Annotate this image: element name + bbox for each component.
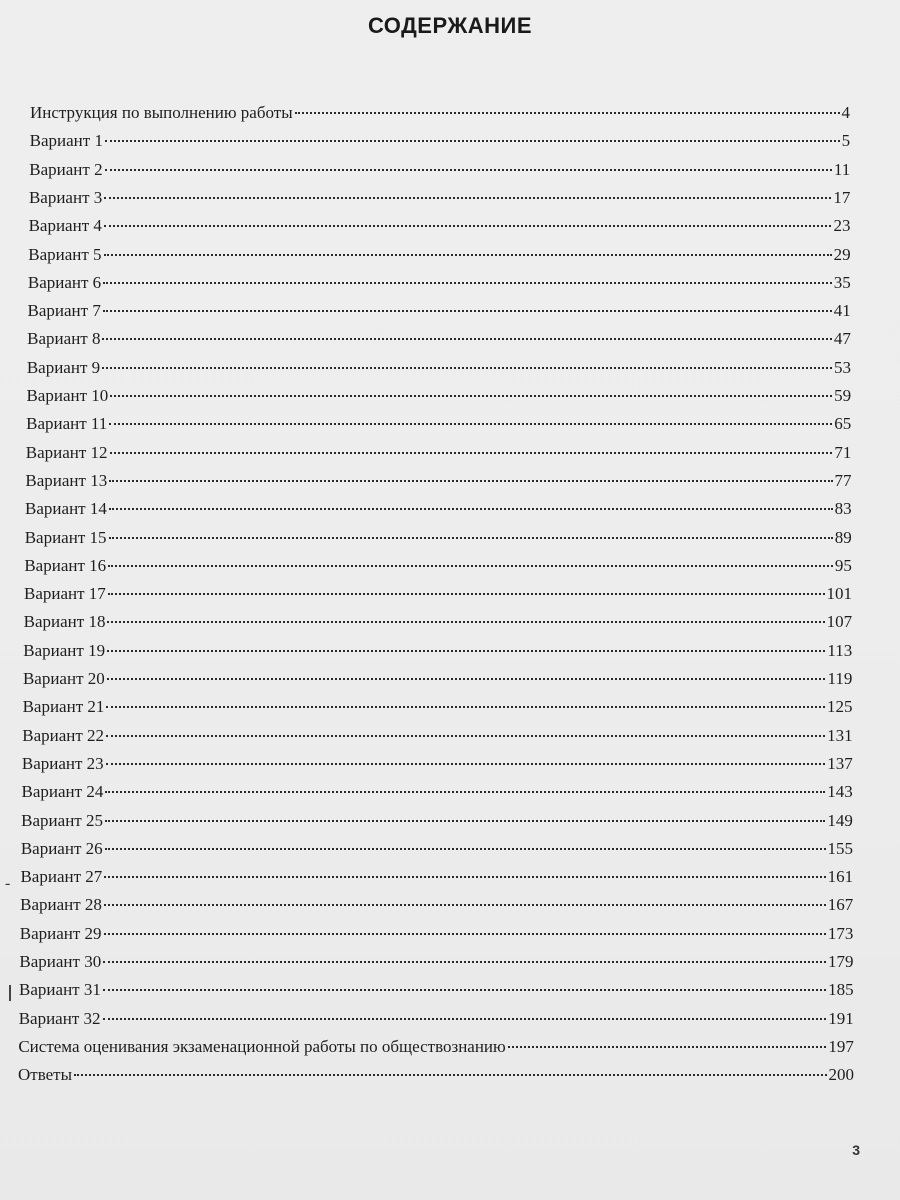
toc-entry	[20, 892, 853, 918]
toc-entry-label: Вариант 26	[20, 838, 103, 858]
dot-leader	[110, 394, 832, 397]
toc-entry-page: 191	[828, 1008, 854, 1028]
toc-entry	[20, 864, 853, 890]
toc-entry	[21, 836, 853, 862]
toc-entry-label: Вариант 27	[20, 867, 103, 887]
dot-leader	[110, 451, 833, 454]
dot-leader	[109, 507, 833, 510]
toc-entry-label: Ответы	[18, 1065, 73, 1085]
toc-entry	[22, 723, 852, 749]
toc-entry-label: Вариант 5	[28, 244, 102, 264]
toc-entry	[26, 411, 851, 437]
toc-entry-label: Вариант 17	[24, 584, 106, 604]
toc-entry-label: Инструкция по выполнению работы	[30, 103, 293, 122]
dot-leader	[107, 620, 824, 623]
toc-entry	[29, 157, 850, 183]
toc-entry	[27, 326, 851, 352]
toc-entry-page: 35	[833, 272, 851, 292]
toc-entry	[25, 496, 852, 522]
toc-entry-label: Вариант 2	[29, 159, 103, 179]
toc-entry-page: 131	[827, 725, 853, 745]
toc-entry-label: Вариант 18	[23, 612, 106, 632]
toc-entry-label: Вариант 8	[27, 329, 101, 349]
toc-entry-page: 173	[827, 923, 854, 943]
dot-leader	[103, 988, 826, 991]
toc-entry-page: 137	[827, 753, 853, 773]
toc-entry-label: Вариант 23	[21, 753, 104, 773]
toc-entry	[30, 100, 850, 126]
toc-entry-label: Вариант 14	[25, 499, 107, 519]
toc-entry-label: Вариант 9	[26, 357, 101, 377]
toc-entry-label: Вариант 3	[28, 187, 103, 207]
toc-entry	[29, 213, 851, 239]
toc-entry-label: Вариант 21	[22, 697, 105, 717]
toc-entry	[19, 1006, 854, 1032]
toc-entry	[27, 355, 851, 381]
toc-entry	[29, 185, 850, 211]
toc-entry-page: 41	[833, 301, 851, 321]
dot-leader	[105, 139, 840, 142]
dot-leader	[103, 960, 826, 963]
toc-entry-label: Вариант 32	[18, 1008, 101, 1028]
dot-leader	[104, 253, 832, 256]
dot-leader	[508, 1045, 827, 1048]
toc-entry-label: Вариант 30	[19, 952, 102, 971]
toc-entry-label: Вариант 19	[23, 640, 106, 660]
toc-entry	[26, 440, 852, 466]
dot-leader	[105, 790, 825, 793]
toc-entry-page: 197	[828, 1036, 854, 1056]
toc-entry	[26, 383, 851, 409]
dot-leader	[106, 705, 825, 708]
toc-entry	[23, 638, 852, 664]
toc-entry-page: 17	[833, 187, 851, 207]
margin-mark: -	[5, 875, 11, 892]
toc-entry-page: 143	[827, 782, 853, 802]
toc-entry-page: 125	[826, 697, 853, 717]
toc-entry	[18, 1062, 854, 1088]
toc-entry	[18, 1034, 854, 1060]
dot-leader	[103, 309, 832, 312]
toc-entry-page: 11	[833, 159, 851, 179]
dot-leader	[104, 932, 826, 935]
toc-entry-page: 47	[833, 329, 851, 349]
toc-entry-page: 95	[834, 555, 852, 575]
dot-leader	[109, 479, 832, 482]
toc-entry-page: 161	[827, 867, 854, 887]
toc-entry-page: 113	[827, 640, 853, 660]
dot-leader	[107, 677, 826, 680]
toc-entry-page: 101	[826, 584, 852, 604]
dot-leader	[108, 564, 833, 567]
toc-entry-label: Вариант 13	[25, 470, 108, 490]
toc-entry	[24, 609, 852, 635]
dot-leader	[74, 1073, 826, 1076]
toc-entry-label: Вариант 25	[21, 810, 103, 830]
toc-entry	[21, 808, 853, 834]
toc-entry	[28, 270, 851, 296]
toc-entry-label: Вариант 12	[25, 442, 108, 462]
toc-entry-page: 200	[828, 1065, 854, 1085]
toc-entry-label: Вариант 10	[26, 386, 109, 405]
toc-entry	[30, 128, 850, 154]
toc-entry-label: Вариант 4	[28, 216, 102, 236]
toc-entry-page: 119	[827, 669, 853, 688]
toc-entry-page: 89	[834, 527, 852, 547]
toc-entry	[19, 977, 854, 1003]
dot-leader	[104, 196, 831, 199]
toc-entry-label: Вариант 28	[20, 895, 102, 915]
toc-entry-page: 23	[833, 216, 851, 236]
toc-entry	[24, 553, 852, 579]
dot-leader	[105, 168, 832, 171]
toc-entry-label: Вариант 1	[29, 131, 103, 151]
dot-leader	[103, 1017, 827, 1020]
dot-leader	[108, 592, 825, 595]
toc-entry-page: 155	[827, 838, 854, 858]
toc-entry	[22, 751, 853, 777]
toc-entry-label: Вариант 6	[27, 272, 102, 292]
toc-entry-page: 77	[834, 470, 852, 490]
toc-entry-page: 5	[841, 131, 851, 151]
dot-leader	[109, 422, 832, 425]
dot-leader	[107, 649, 825, 652]
toc-entry	[23, 694, 853, 720]
toc-entry-page: 4	[841, 103, 850, 122]
dot-leader	[105, 847, 826, 850]
toc-entry-page: 185	[828, 980, 854, 1000]
toc-entry	[24, 581, 852, 607]
toc-entry-page: 59	[834, 386, 852, 405]
dot-leader	[102, 366, 832, 369]
dot-leader	[104, 903, 826, 906]
toc-entry-label: Вариант 15	[24, 527, 107, 547]
dot-leader	[295, 111, 840, 114]
dot-leader	[104, 224, 832, 227]
page-number: 3	[852, 1142, 860, 1158]
toc-entry-label: Вариант 29	[19, 923, 102, 943]
dot-leader	[106, 734, 825, 737]
toc-entry-label: Вариант 31	[19, 980, 101, 1000]
toc-entry-page: 149	[827, 810, 853, 830]
toc-entry-page: 71	[834, 442, 852, 462]
toc-entry-label: Вариант 24	[21, 782, 104, 802]
toc-entry-page: 107	[826, 612, 853, 632]
margin-bar	[9, 985, 11, 1001]
toc-entry-label: Вариант 22	[22, 725, 105, 745]
toc-entry-label: Система оценивания экзаменационной работы по обществознанию	[18, 1036, 506, 1056]
dot-leader	[103, 281, 832, 284]
toc-entry-page: 167	[827, 895, 854, 915]
toc-entry-label: Вариант 7	[27, 301, 101, 321]
toc-entry	[19, 949, 853, 975]
toc-entry	[22, 779, 853, 805]
page-title: СОДЕРЖАНИЕ	[367, 13, 533, 38]
toc-entry-page: 83	[834, 499, 852, 519]
toc-entry-label: Вариант 11	[26, 414, 108, 434]
toc-entry	[25, 525, 852, 551]
toc-entry-label: Вариант 20	[22, 669, 105, 688]
toc-entry	[28, 242, 850, 268]
toc-entry-page: 29	[833, 244, 851, 264]
toc-entry-label: Вариант 16	[24, 555, 107, 575]
toc-entry-page: 179	[828, 952, 854, 971]
dot-leader	[109, 536, 833, 539]
toc-entry-page: 65	[834, 414, 852, 434]
dot-leader	[104, 875, 825, 878]
toc-entry	[25, 468, 851, 494]
toc-entry-page: 53	[834, 357, 852, 377]
dot-leader	[106, 762, 826, 765]
dot-leader	[102, 337, 831, 340]
toc-entry	[20, 921, 854, 947]
toc-entry	[23, 666, 852, 692]
dot-leader	[105, 819, 825, 822]
toc-entry	[28, 298, 851, 324]
